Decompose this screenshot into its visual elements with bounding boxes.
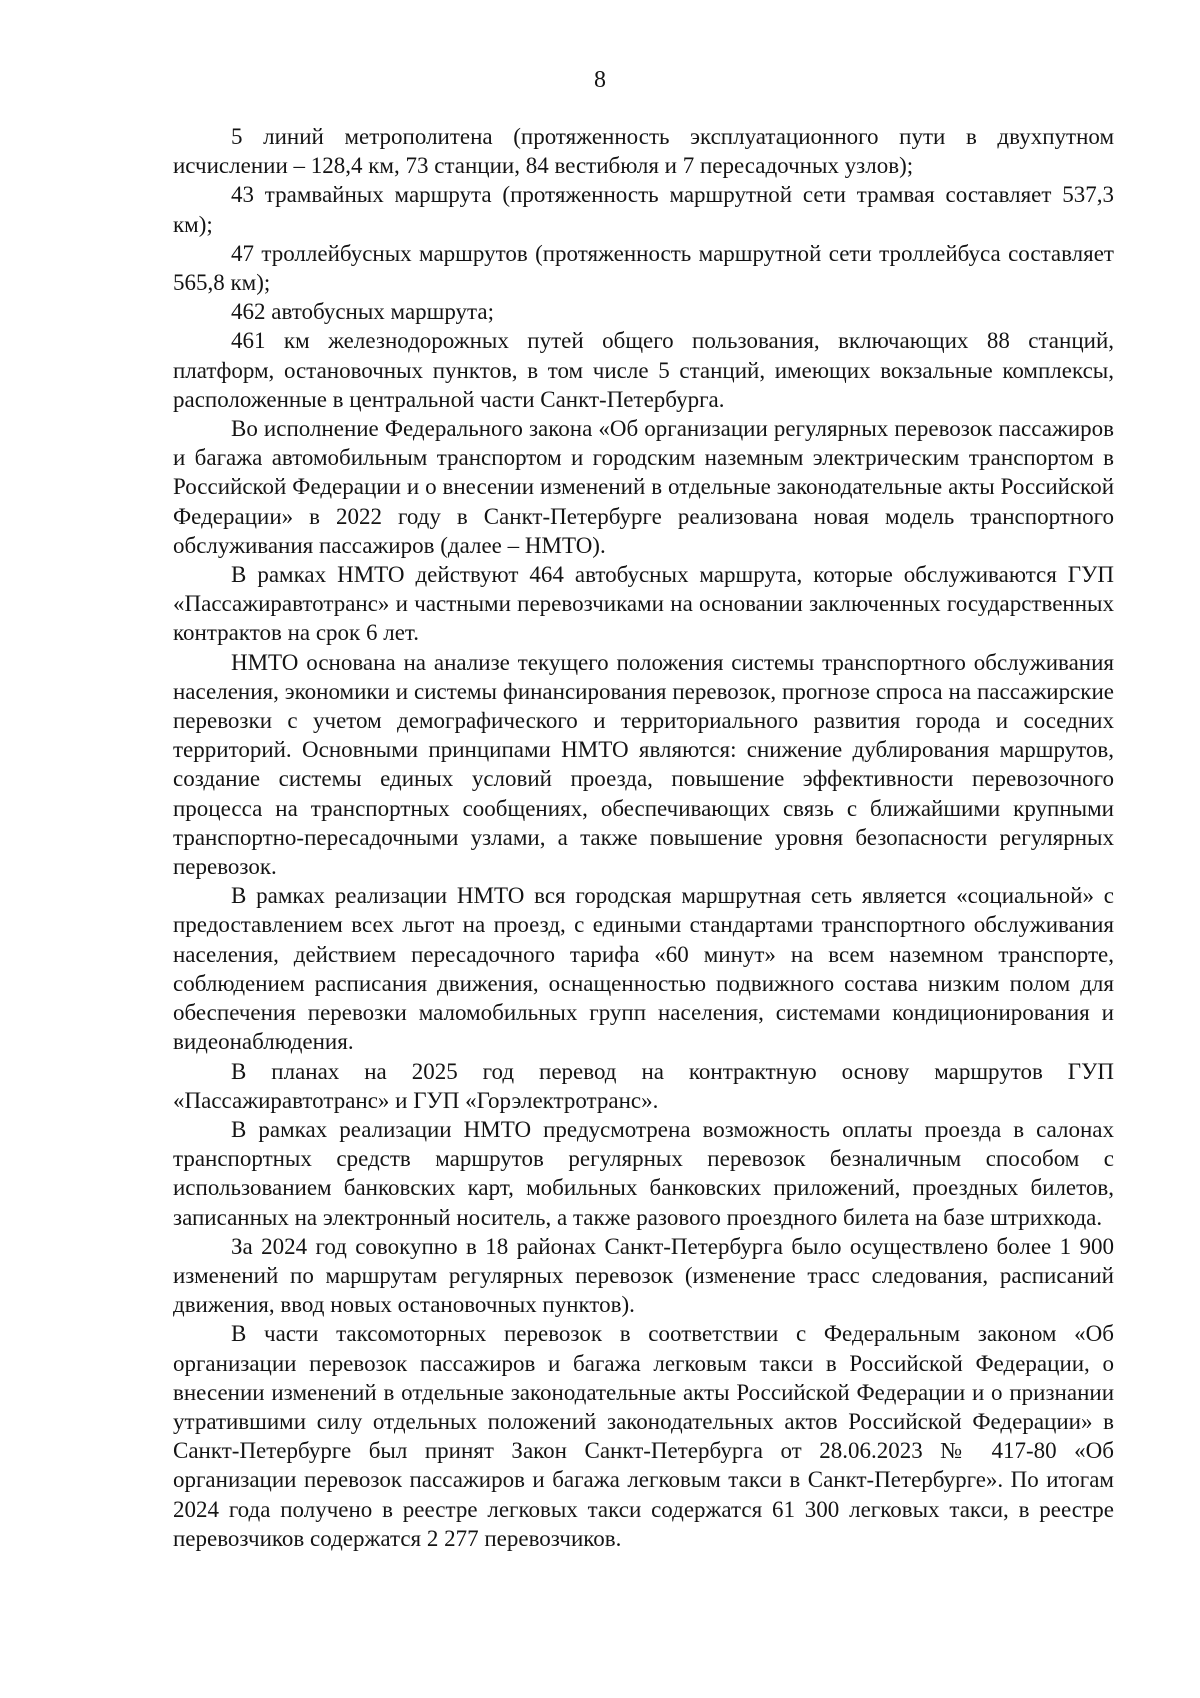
paragraph-metro-lines: 5 линий метрополитена (протяженность эксплуатационного пути в двухпутном исчислении – 128,4 км, 73 станции, 84 вестибюля и 7 пересадочных узлов); <box>173 124 1114 179</box>
document-body <box>173 122 1114 1553</box>
paragraph-federal-law-nmto: Во исполнение Федерального закона «Об организации регулярных перевозок пассажиров и багажа автомобильным транспортом и городским наземным электрическим транспортом в Российской Федерации и о внесении изменений в отдельные законодательные акты Российской Федерации» в 2022 году в Санкт-Петербурге реализована новая модель транспортного обслуживания пассажиров (далее – НМТО). <box>173 416 1114 558</box>
paragraph-plans-2025: В планах на 2025 год перевод на контрактную основу маршрутов ГУП «Пассажиравтотранс» и ГУП «Горэлектротранс». <box>173 1058 1114 1113</box>
paragraph-route-changes-2024: За 2024 год совокупно в 18 районах Санкт-Петербурга было осуществлено более 1 900 изменений по маршрутам регулярных перевозок (изменение трасс следования, расписаний движения, ввод новых остановочных пунктов). <box>173 1233 1114 1318</box>
paragraph-cashless-payment: В рамках реализации НМТО предусмотрена возможность оплаты проезда в салонах транспортных средств маршрутов регулярных перевозок безналичным способом с использованием банковских карт, мобильных банковских приложений, проездных билетов, записанных на электронный носитель, а также разового проездного билета на базе штрихкода. <box>173 1116 1114 1230</box>
paragraph-trolleybus-routes: 47 троллейбусных маршрутов (протяженность маршрутной сети троллейбуса составляет 565,8 км); <box>173 240 1114 296</box>
paragraph-social-network: В рамках реализации НМТО вся городская маршрутная сеть является «социальной» с предоставлением всех льгот на проезд, с едиными стандартами транспортного обслуживания населения, действием пересадочного тарифа «60 минут» на всем наземном транспорте, соблюдением расписания движения, оснащенностью подвижного состава низким полом для обеспечения перевозки маломобильных групп населения, системами кондиционирования и видеонаблюдения. <box>173 883 1114 1055</box>
paragraph-railway-tracks: 461 км железнодорожных путей общего пользования, включающих 88 станций, платформ, остановочных пунктов, в том числе 5 станций, имеющих вокзальные комплексы, расположенные в центральной части Санкт-Петербурга. <box>173 328 1114 412</box>
paragraph-taxi-transport: В части таксомоторных перевозок в соответствии с Федеральным законом «Об организации перевозок пассажиров и багажа легковым такси в Российской Федерации, о внесении изменений в отдельные законодательные акты Российской Федерации и о признании утратившими силу отдельных положений законодательных актов Российской Федерации» в Санкт-Петербурге был принят Закон Санкт-Петербурга от 28.06.2023 № 417-80 «Об организации перевозок пассажиров и багажа легковым такси в Санкт-Петербурге». По итогам 2024 года получено в реестре легковых такси содержатся 61 300 легковых такси, в реестре перевозчиков содержатся 2 277 перевозчиков. <box>173 1321 1114 1551</box>
paragraph-bus-routes: 462 автобусных маршрута; <box>231 299 494 325</box>
paragraph-tram-routes: 43 трамвайных маршрута (протяженность маршрутной сети трамвая составляет 537,3 км); <box>173 182 1114 237</box>
paragraph-nmto-bus-routes: В рамках НМТО действуют 464 автобусных маршрута, которые обслуживаются ГУП «Пассажиравтотранс» и частными перевозчиками на основании заключенных государственных контрактов на срок 6 лет. <box>173 562 1114 646</box>
paragraph-nmto-principles: НМТО основана на анализе текущего положения системы транспортного обслуживания населения, экономики и системы финансирования перевозок, прогнозе спроса на пассажирские перевозки с учетом демографического и территориального развития города и соседних территорий. Основными принципами НМТО являются: снижение дублирования маршрутов, создание системы единых условий проезда, повышение эффективности перевозочного процесса на транспортных сообщениях, обеспечивающих связь с ближайшими крупными транспортно-пересадочными узлами, а также повышение уровня безопасности регулярных перевозок. <box>173 649 1114 880</box>
page-number: 8 <box>594 67 606 93</box>
